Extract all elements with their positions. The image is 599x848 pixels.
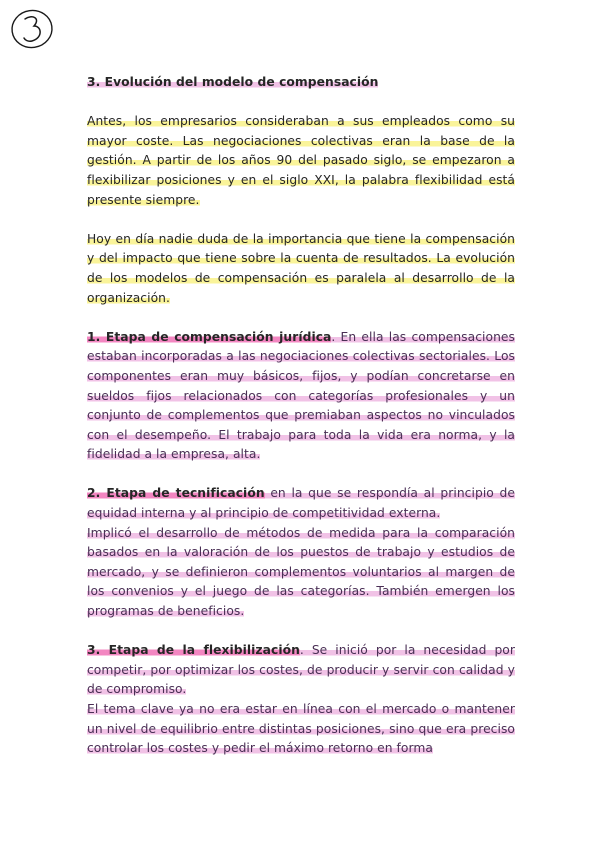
stage-3-text: . Se inició por la necesidad por competir, por optimizar los costes, de producir y servir con calidad y de compromiso. <box>87 643 515 697</box>
intro-paragraph-1-text: Antes, los empresarios consideraban a sus empleados como su mayor coste. Las negociaciones colectivas eran la base de la gestión. A partir de los años 90 del pasado siglo, se empezaron a flexibilizar posiciones y en el siglo XXI, la palabra flexibilidad está presente siempre. <box>87 114 515 207</box>
handwritten-page-number <box>10 8 56 50</box>
circled-number-icon <box>10 8 56 50</box>
stage-2-text: en la que se respondía al principio de equidad interna y al principio de competitividad externa. <box>87 486 516 521</box>
stage-1-paragraph <box>87 328 515 465</box>
stage-2-heading: 2. Etapa de tecnificación <box>87 486 265 501</box>
stage-2-paragraph <box>87 484 515 523</box>
section-title <box>87 73 515 93</box>
stage-1-text: . En ella las compensaciones estaban incorporadas a las negociaciones colectivas sectoriales. Los componentes eran muy básicos, fijos, y podían concretarse en sueldos fijos relacionados con categorías profesionales y un conjunto de complementos que premiaban aspectos no vinculados con el desempeño. El trabajo para toda la vida era norma, y la fidelidad a la empresa, alta. <box>87 329 515 462</box>
stage-2-extra-paragraph <box>87 524 515 622</box>
stage-3-heading: 3. Etapa de la flexibilización <box>87 643 300 658</box>
stage-2-extra-text: Implicó el desarrollo de métodos de medida para la comparación basados en la valoración de los puestos de trabajo y estudios de mercado, y se definieron complementos voluntarios al margen de los convenios y el juego de las categorías. También emergen los programas de beneficios. <box>87 525 515 619</box>
section-title-text: 3. Evolución del modelo de compensación <box>87 75 379 89</box>
intro-paragraph-1 <box>87 112 515 210</box>
stage-3-paragraph <box>87 641 515 700</box>
stage-3-extra-text: El tema clave ya no era estar en línea con el mercado o mantener un nivel de equilibrio entre distintas posiciones, sino que era preciso controlar los costes y pedir el máximo retorno en forma <box>87 702 515 756</box>
intro-paragraph-2 <box>87 230 515 308</box>
intro-paragraph-2-text: Hoy en día nadie duda de la importancia que tiene la compensación y del impacto que tiene sobre la cuenta de resultados. La evolución de los modelos de compensación es paralela al desarrollo de la organización. <box>87 231 515 305</box>
document-body <box>87 73 515 759</box>
stage-3-extra-paragraph <box>87 700 515 759</box>
stage-1-heading: 1. Etapa de compensación jurídica <box>87 329 332 344</box>
